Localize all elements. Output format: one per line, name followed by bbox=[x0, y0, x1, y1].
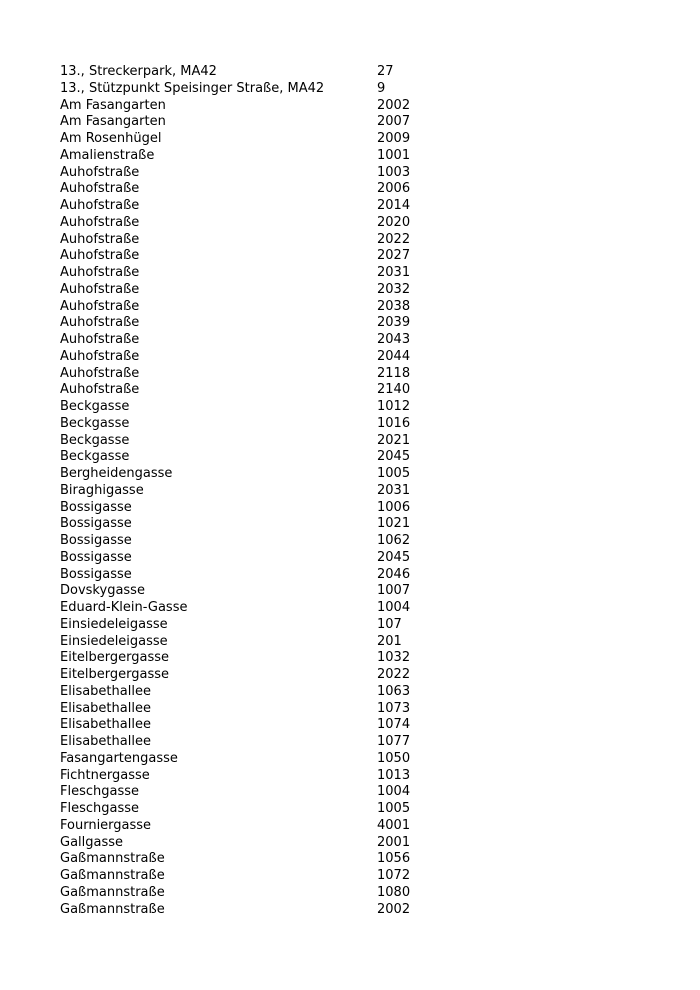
list-row bbox=[60, 366, 660, 383]
list-row bbox=[60, 650, 660, 667]
street-name: Fasangartengasse bbox=[60, 750, 178, 766]
list-row bbox=[60, 265, 660, 282]
entry-number: 2031 bbox=[377, 265, 411, 280]
entry-number: 1012 bbox=[377, 399, 411, 414]
street-name: Elisabethallee bbox=[60, 717, 151, 733]
entry-number: 2022 bbox=[377, 231, 411, 247]
street-name: Eitelbergergasse bbox=[60, 667, 170, 682]
street-name: Biraghigasse bbox=[60, 482, 144, 498]
list-row bbox=[60, 282, 660, 299]
list-row bbox=[60, 851, 660, 868]
list-row bbox=[60, 717, 660, 734]
entry-number: 1072 bbox=[377, 868, 411, 883]
list-row bbox=[60, 516, 660, 533]
entry-number: 2021 bbox=[377, 432, 411, 448]
list-row bbox=[60, 81, 660, 98]
list-row bbox=[60, 617, 660, 634]
street-name: Bossigasse bbox=[60, 516, 132, 532]
street-name: 13., Stützpunkt Speisinger Straße, MA42 bbox=[60, 80, 325, 96]
street-name: Eduard-Klein-Gasse bbox=[60, 600, 188, 615]
street-name: Beckgasse bbox=[60, 432, 130, 448]
street-name: Auhofstraße bbox=[60, 382, 140, 398]
entry-number: 4001 bbox=[377, 817, 411, 833]
entry-number: 1056 bbox=[377, 851, 411, 867]
list-row bbox=[60, 835, 660, 852]
list-row bbox=[60, 148, 660, 165]
street-name: Gallgasse bbox=[60, 834, 124, 850]
entry-number: 2045 bbox=[377, 549, 411, 565]
list-row bbox=[60, 500, 660, 517]
list-row bbox=[60, 902, 660, 919]
street-name: Elisabethallee bbox=[60, 683, 151, 699]
entry-number: 2007 bbox=[377, 114, 411, 130]
street-name: Beckgasse bbox=[60, 399, 130, 414]
street-name: Auhofstraße bbox=[60, 281, 140, 297]
entry-number: 1032 bbox=[377, 650, 411, 666]
street-name: Bossigasse bbox=[60, 499, 132, 515]
list-row bbox=[60, 667, 660, 684]
entry-number: 2038 bbox=[377, 298, 411, 314]
street-name: Auhofstraße bbox=[60, 248, 140, 264]
street-name: Gaßmannstraße bbox=[60, 901, 165, 917]
list-row bbox=[60, 131, 660, 148]
street-name: Fichtnergasse bbox=[60, 767, 150, 783]
street-name: Eitelbergergasse bbox=[60, 650, 170, 666]
list-row bbox=[60, 299, 660, 316]
list-row bbox=[60, 801, 660, 818]
list-row bbox=[60, 98, 660, 115]
street-name: Fourniergasse bbox=[60, 817, 152, 833]
list-row bbox=[60, 868, 660, 885]
street-name: Auhofstraße bbox=[60, 164, 140, 180]
street-name: Auhofstraße bbox=[60, 198, 140, 213]
entry-number: 1013 bbox=[377, 767, 411, 783]
entry-number: 1062 bbox=[377, 533, 411, 548]
entry-number: 2043 bbox=[377, 332, 411, 347]
list-row bbox=[60, 232, 660, 249]
list-row bbox=[60, 382, 660, 399]
list-row bbox=[60, 684, 660, 701]
list-row bbox=[60, 399, 660, 416]
entry-number: 2039 bbox=[377, 315, 411, 331]
street-name: Gaßmannstraße bbox=[60, 868, 165, 883]
street-name: Auhofstraße bbox=[60, 315, 140, 331]
street-name: Bossigasse bbox=[60, 533, 132, 548]
street-name: Fleschgasse bbox=[60, 784, 140, 800]
list-row bbox=[60, 466, 660, 483]
entry-number: 2002 bbox=[377, 97, 411, 113]
entry-number: 27 bbox=[377, 64, 394, 79]
list-row bbox=[60, 483, 660, 500]
list-row bbox=[60, 198, 660, 215]
list-row bbox=[60, 248, 660, 265]
entry-number: 2014 bbox=[377, 198, 411, 213]
street-name: Auhofstraße bbox=[60, 365, 140, 381]
list-row bbox=[60, 567, 660, 584]
entry-number: 2140 bbox=[377, 382, 411, 398]
street-name: Elisabethallee bbox=[60, 734, 151, 749]
list-row bbox=[60, 768, 660, 785]
entry-number: 1073 bbox=[377, 700, 411, 716]
entry-number: 1016 bbox=[377, 415, 411, 431]
street-name: Einsiedeleigasse bbox=[60, 616, 168, 632]
street-name: Am Fasangarten bbox=[60, 97, 166, 113]
entry-number: 2032 bbox=[377, 281, 411, 297]
list-row bbox=[60, 583, 660, 600]
entry-number: 2118 bbox=[377, 365, 411, 381]
list-row bbox=[60, 433, 660, 450]
entry-number: 2006 bbox=[377, 181, 411, 197]
entry-number: 2001 bbox=[377, 834, 411, 850]
entry-number: 2045 bbox=[377, 449, 411, 465]
street-list bbox=[60, 64, 660, 918]
list-row bbox=[60, 349, 660, 366]
list-row bbox=[60, 64, 660, 81]
list-row bbox=[60, 885, 660, 902]
entry-number: 107 bbox=[377, 616, 402, 632]
list-row bbox=[60, 734, 660, 751]
street-name: Am Rosenhügel bbox=[60, 131, 162, 146]
street-name: Gaßmannstraße bbox=[60, 884, 165, 900]
entry-number: 2020 bbox=[377, 214, 411, 230]
street-name: Auhofstraße bbox=[60, 181, 140, 197]
list-row bbox=[60, 634, 660, 651]
street-name: Beckgasse bbox=[60, 415, 130, 431]
entry-number: 1080 bbox=[377, 884, 411, 900]
list-row bbox=[60, 315, 660, 332]
street-name: Dovskygasse bbox=[60, 583, 145, 599]
street-name: Auhofstraße bbox=[60, 298, 140, 314]
list-row bbox=[60, 449, 660, 466]
list-row bbox=[60, 784, 660, 801]
entry-number: 2009 bbox=[377, 131, 411, 146]
entry-number: 1077 bbox=[377, 734, 411, 749]
street-name: Bossigasse bbox=[60, 549, 132, 565]
list-row bbox=[60, 550, 660, 567]
street-name: Bergheidengasse bbox=[60, 466, 173, 481]
entry-number: 2046 bbox=[377, 566, 411, 582]
entry-number: 1063 bbox=[377, 683, 411, 699]
list-row bbox=[60, 751, 660, 768]
entry-number: 2027 bbox=[377, 248, 411, 264]
list-row bbox=[60, 181, 660, 198]
entry-number: 1004 bbox=[377, 784, 411, 800]
list-row bbox=[60, 818, 660, 835]
entry-number: 1001 bbox=[377, 147, 411, 163]
entry-number: 1074 bbox=[377, 717, 411, 733]
street-name: 13., Streckerpark, MA42 bbox=[60, 64, 217, 79]
list-row bbox=[60, 600, 660, 617]
street-name: Am Fasangarten bbox=[60, 114, 166, 130]
street-name: Bossigasse bbox=[60, 566, 132, 582]
list-row bbox=[60, 416, 660, 433]
street-name: Amalienstraße bbox=[60, 147, 155, 163]
entry-number: 2044 bbox=[377, 348, 411, 364]
street-name: Beckgasse bbox=[60, 449, 130, 465]
street-name: Auhofstraße bbox=[60, 265, 140, 280]
street-name: Auhofstraße bbox=[60, 332, 140, 347]
list-row bbox=[60, 165, 660, 182]
list-row bbox=[60, 332, 660, 349]
street-name: Gaßmannstraße bbox=[60, 851, 165, 867]
entry-number: 1005 bbox=[377, 466, 411, 481]
street-name: Fleschgasse bbox=[60, 801, 140, 816]
entry-number: 2022 bbox=[377, 667, 411, 682]
entry-number: 9 bbox=[377, 80, 386, 96]
street-name: Einsiedeleigasse bbox=[60, 633, 168, 649]
entry-number: 1003 bbox=[377, 164, 411, 180]
street-name: Auhofstraße bbox=[60, 214, 140, 230]
entry-number: 1050 bbox=[377, 750, 411, 766]
entry-number: 1006 bbox=[377, 499, 411, 515]
list-row bbox=[60, 215, 660, 232]
entry-number: 2031 bbox=[377, 482, 411, 498]
list-row bbox=[60, 114, 660, 131]
street-name: Elisabethallee bbox=[60, 700, 151, 716]
list-row bbox=[60, 533, 660, 550]
list-row bbox=[60, 701, 660, 718]
entry-number: 201 bbox=[377, 633, 402, 649]
entry-number: 1007 bbox=[377, 583, 411, 599]
entry-number: 2002 bbox=[377, 901, 411, 917]
entry-number: 1005 bbox=[377, 801, 411, 816]
entry-number: 1021 bbox=[377, 516, 411, 532]
street-name: Auhofstraße bbox=[60, 231, 140, 247]
entry-number: 1004 bbox=[377, 600, 411, 615]
street-name: Auhofstraße bbox=[60, 348, 140, 364]
